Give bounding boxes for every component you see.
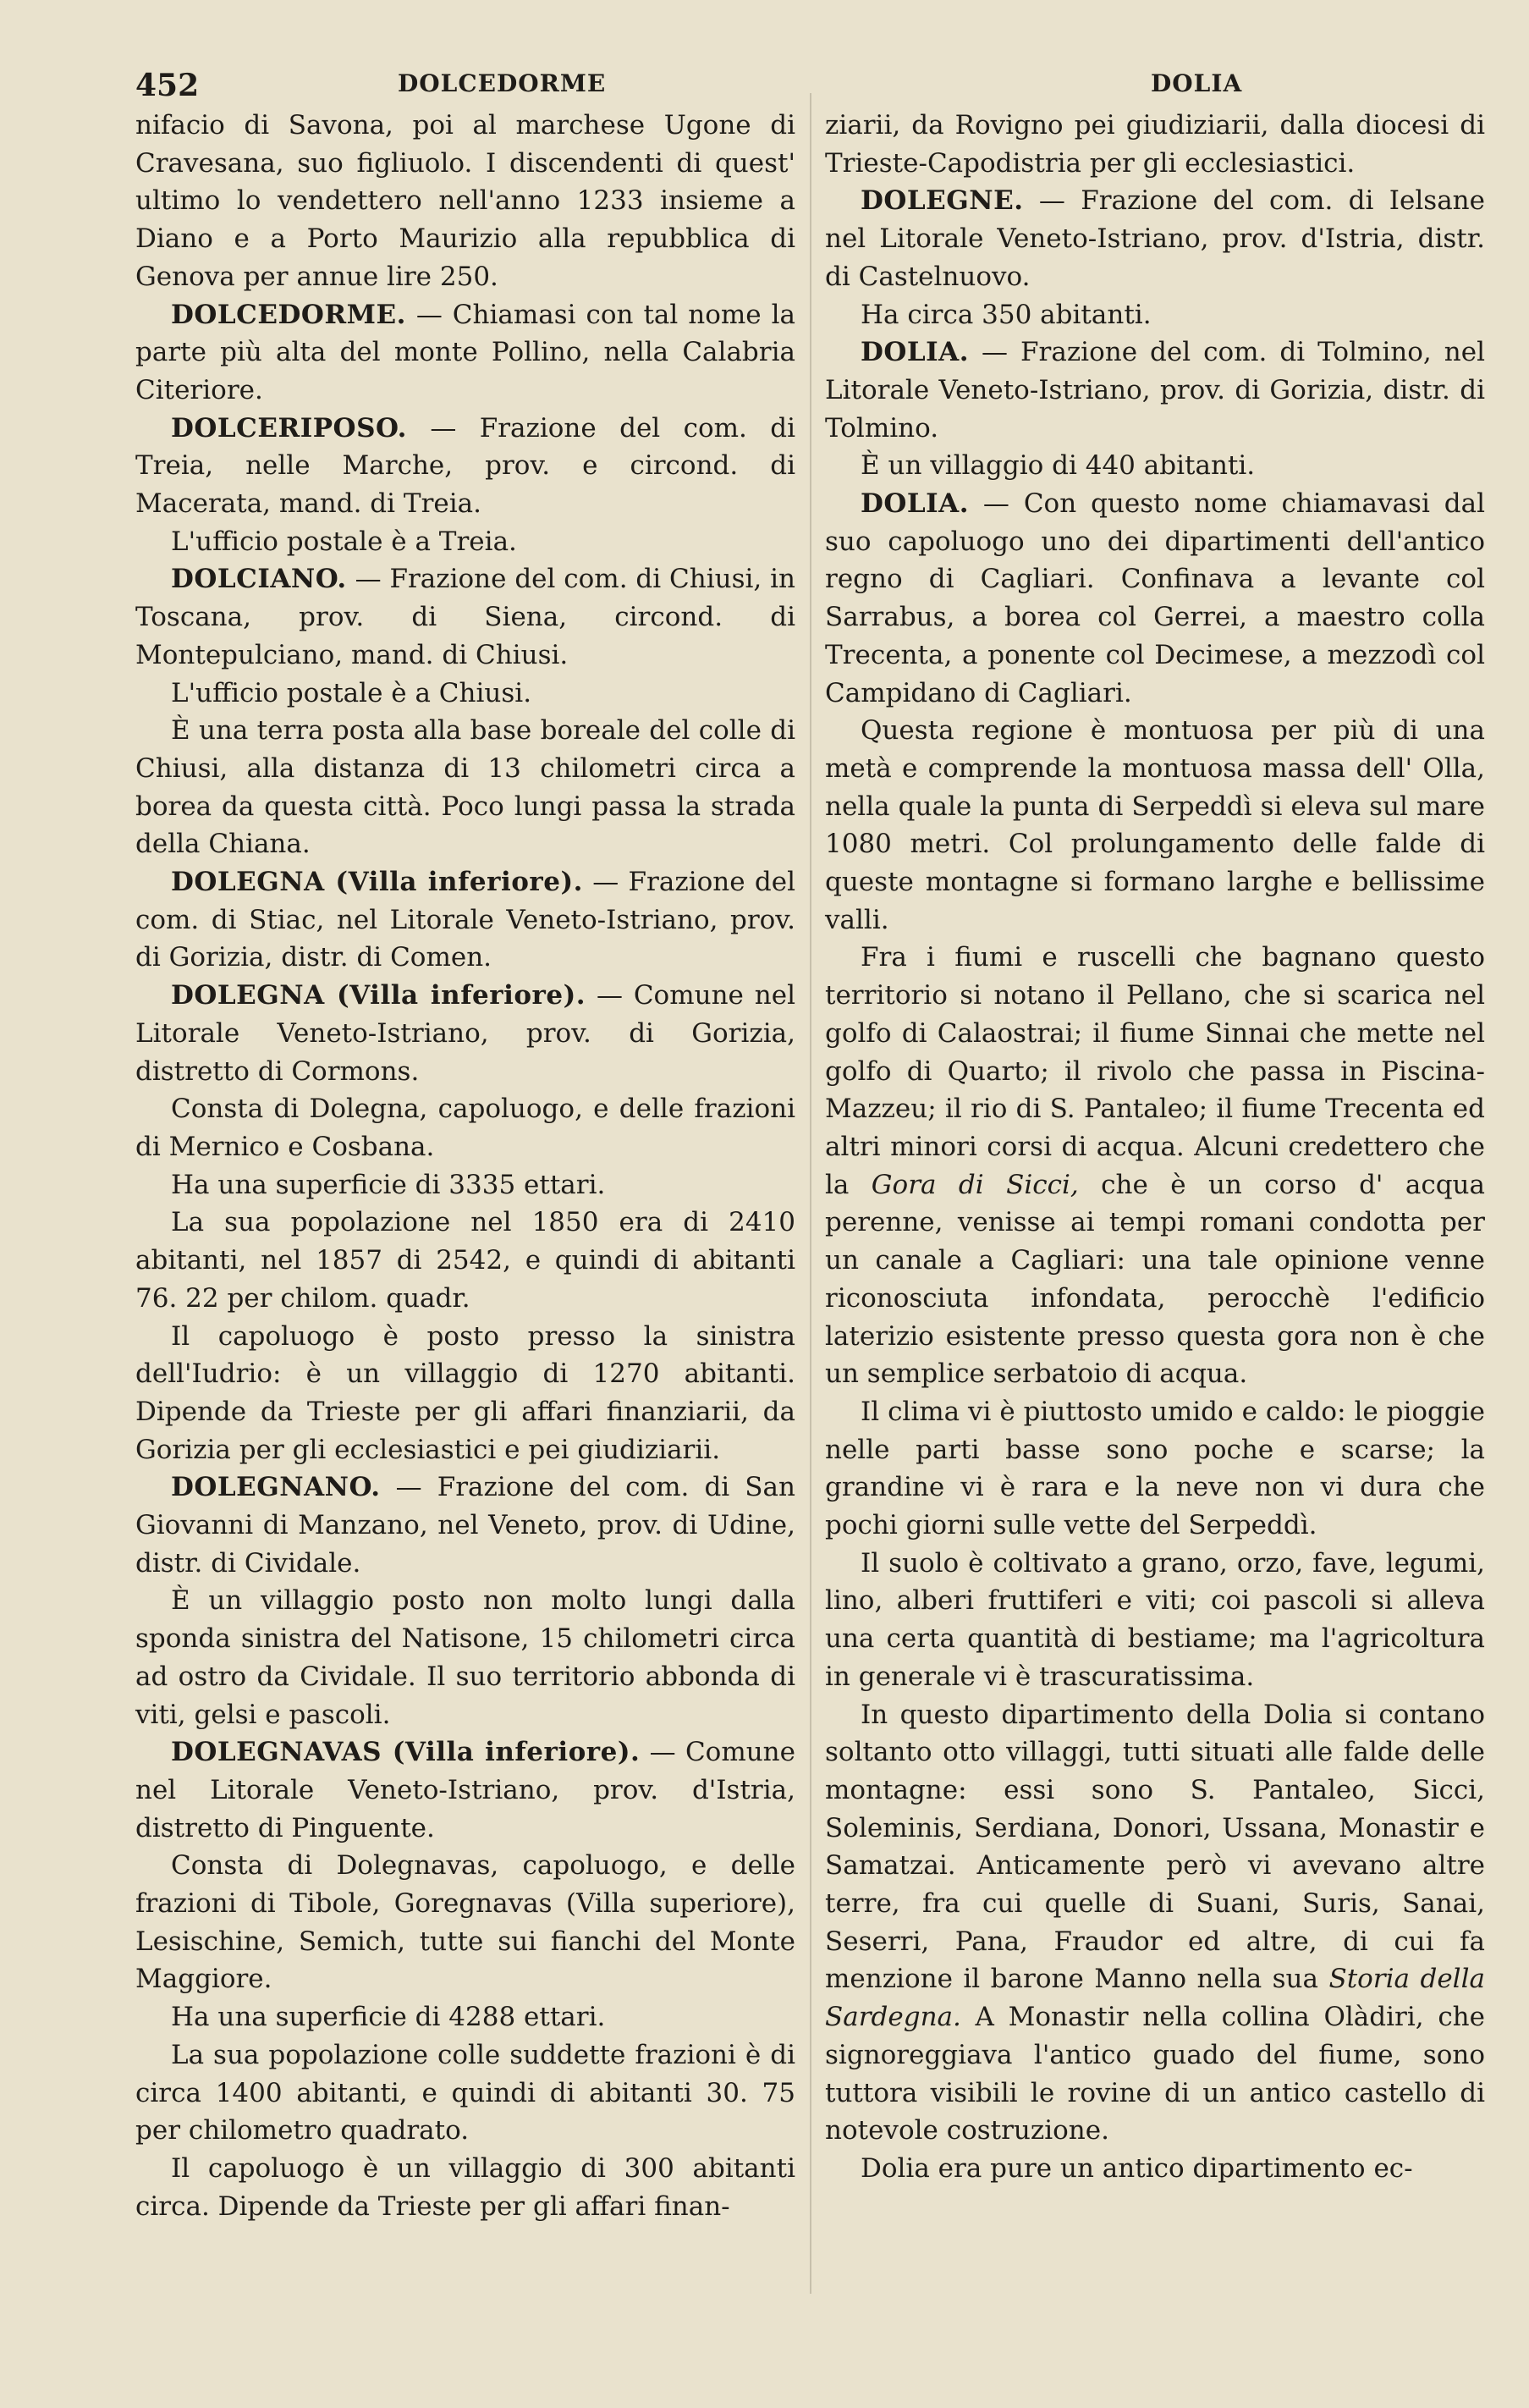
dictionary-entry (135, 1733, 795, 1847)
entry-text: Il capoluogo è posto presso la sinistra dell'Iudrio: è un villaggio di 1270 abitanti. Dipende da Trieste per gli affari finanziarii, da Gorizia per gli ecclesiastici e pei giudiziarii. (135, 1320, 795, 1465)
entry-text: Consta di Dolegna, capoluogo, e delle frazioni di Mernico e Cosbana. (135, 1094, 795, 1162)
entry-text: L'ufficio postale è a Treia. (171, 526, 517, 557)
entry-text: La sua popolazione colle suddette frazioni è di circa 1400 abitanti, e quindi di abitanti 30. 75 per chilometro quadrato. (135, 2039, 795, 2146)
entry-text: Ha una superficie di 4288 ettari. (171, 2002, 606, 2033)
entry-paragraph (135, 1847, 795, 1998)
dictionary-entry (825, 182, 1485, 295)
entry-text: Il suolo è coltivato a grano, orzo, fave, legumi, lino, alberi fruttiferi e viti; coi pascoli si alleva una certa quantità di bestiame; ma l'agricoltura in generale vi è trascuratissima. (825, 1547, 1485, 1692)
entry-paragraph (825, 1696, 1485, 2150)
entry-text: È una terra posta alla base boreale del colle di Chiusi, alla distanza di 13 chilometri circa a borea da questa città. Poco lungi passa la strada della Chiana. (135, 715, 795, 860)
entry-text: — Frazione del com. di Treia, nelle Marche, prov. e circond. di Macerata, mand. di Treia. (135, 412, 795, 520)
left-column (135, 107, 795, 2225)
entry-paragraph (825, 1545, 1485, 1696)
entry-paragraph (825, 2150, 1485, 2188)
entry-headword: DOLCIANO. (171, 564, 347, 595)
entry-text: Fra i fiumi e ruscelli che bagnano questo territorio si notano il Pellano, che si scarica nel golfo di Calaostrai; il fiume Sinnai che mette nel golfo di Quarto; il rivolo che passa in Piscina-Mazzeu; il rio di S. Pantaleo; il fiume Trecenta ed altri minori corsi di acqua. Alcuni credettero che la (825, 942, 1485, 1200)
entry-paragraph (135, 712, 795, 863)
entry-paragraph (135, 1204, 795, 1317)
entry-paragraph (135, 1998, 795, 2036)
entry-paragraph (135, 1166, 795, 1204)
entry-headword: DOLIA. (861, 488, 970, 520)
dictionary-entry (135, 560, 795, 674)
entry-text: È un villaggio di 440 abitanti. (861, 450, 1256, 482)
entry-text: Questa regione è montuosa per più di una metà e comprende la montuosa massa dell' Olla, nella quale la punta di Serpeddì si eleva sul mare 1080 metri. Col prolungamento delle falde di queste montagne si formano larghe e bellissime valli. (825, 715, 1485, 935)
dictionary-entry (135, 1468, 795, 1582)
entry-text: — Comune nel Litorale Veneto-Istriano, prov. d'Istria, distretto di Pinguente. (135, 1737, 795, 1843)
entry-text: — Con questo nome chiamavasi dal suo capoluogo uno dei dipartimenti dell'antico regno di Cagliari. Confinava a levante col Sarrabus, a borea col Gerrei, a maestro colla Trecenta, a ponente col Decimese, a mezzodì col Campidano di Cagliari. (825, 488, 1485, 708)
entry-text: Ha una superficie di 3335 ettari. (171, 1169, 606, 1200)
entry-paragraph (135, 1090, 795, 1165)
dictionary-entry (825, 333, 1485, 447)
dictionary-entry (135, 863, 795, 977)
entry-paragraph (135, 2036, 795, 2150)
entry-headword: DOLEGNA (Villa inferiore). (171, 980, 586, 1011)
entry-text: — Frazione del com. di Chiusi, in Toscana, prov. di Siena, circond. di Montepulciano, mand. di Chiusi. (135, 564, 796, 670)
entry-text-continued: che è un corso d' acqua perenne, venisse ai tempi romani condotta per un canale a Cagliari: una tale opinione venne riconosciuta infondata, perocchè l'edificio laterizio esistente presso questa gora non è che un semplice serbatoio di acqua. (825, 1169, 1485, 1390)
entry-text-continued: A Monastir nella collina Olàdiri, che signoreggiava l'antico guado del fiume, sono tuttora visibili le rovine di un antico castello di notevole costruzione. (825, 2002, 1485, 2146)
entry-text: — Frazione del com. di Stiac, nel Litorale Veneto-Istriano, prov. di Gorizia, distr. di Comen. (135, 867, 795, 973)
entry-headword: DOLEGNA (Villa inferiore). (171, 867, 583, 898)
dictionary-entry (135, 410, 795, 523)
entry-paragraph (825, 1393, 1485, 1545)
right-running-head: DOLIA (1151, 69, 1243, 97)
entry-paragraph (825, 107, 1485, 182)
column-divider (810, 93, 811, 2294)
entry-headword: DOLCERIPOSO. (171, 412, 407, 444)
entry-text: Il capoluogo è un villaggio di 300 abitanti circa. Dipende da Trieste per gli affari finan- (135, 2152, 795, 2222)
entry-paragraph (825, 939, 1485, 1392)
entry-paragraph (135, 523, 795, 561)
entry-text: nifacio di Savona, poi al marchese Ugone di Cravesana, suo figliuolo. I discendenti di quest' ultimo lo vendettero nell'anno 1233 insieme a Diano e a Porto Maurizio alla repubblica di Genova per annue lire 250. (135, 110, 795, 292)
entry-paragraph (135, 2150, 795, 2225)
entry-text: L'ufficio postale è a Chiusi. (171, 677, 532, 708)
dictionary-entry (135, 977, 795, 1090)
entry-text: — Frazione del com. di San Giovanni di Manzano, nel Veneto, prov. di Udine, distr. di Cividale. (135, 1472, 795, 1579)
entry-italic-text: Gora di Sicci, (871, 1169, 1079, 1200)
entry-text: Consta di Dolegnavas, capoluogo, e delle frazioni di Tibole, Goregnavas (Villa superiore), Lesischine, Semich, tutte sui fianchi del Monte Maggiore. (135, 1850, 795, 1995)
dictionary-entry (135, 296, 795, 410)
page-number: 452 (135, 68, 200, 103)
right-column (825, 107, 1485, 2188)
entry-paragraph (135, 675, 795, 713)
entry-text: Ha circa 350 abitanti. (861, 299, 1152, 330)
entry-text: — Frazione del com. di Ielsane nel Litorale Veneto-Istriano, prov. d'Istria, distr. di Castelnuovo. (825, 185, 1485, 292)
entry-headword: DOLEGNE. (861, 185, 1024, 217)
entry-paragraph (135, 107, 795, 296)
entry-headword: DOLIA. (861, 337, 970, 368)
entry-paragraph (135, 1318, 795, 1469)
entry-text: La sua popolazione nel 1850 era di 2410 abitanti, nel 1857 di 2542, e quindi di abitanti 76. 22 per chilom. quadr. (135, 1207, 795, 1314)
entry-paragraph (135, 1582, 795, 1733)
entry-text: Dolia era pure un antico dipartimento ec- (861, 2152, 1413, 2184)
entry-text: — Comune nel Litorale Veneto-Istriano, prov. di Gorizia, distretto di Cormons. (135, 980, 795, 1087)
entry-text: È un villaggio posto non molto lungi dalla sponda sinistra del Natisone, 15 chilometri circa ad ostro da Cividale. Il suo territorio abbonda di viti, gelsi e pascoli. (135, 1585, 795, 1730)
entry-text: ziarii, da Rovigno pei giudiziarii, dalla diocesi di Trieste-Capodistria per gli ecclesiastici. (825, 110, 1485, 179)
entry-italic-text: Storia della Sardegna. (825, 1964, 1485, 2033)
entry-paragraph (825, 296, 1485, 334)
entry-text: — Chiamasi con tal nome la parte più alta del monte Pollino, nella Calabria Citeriore. (135, 299, 795, 405)
entry-paragraph (825, 447, 1485, 485)
entry-text: In questo dipartimento della Dolia si contano soltanto otto villaggi, tutti situati alle falde delle montagne: essi sono S. Pantaleo, Sicci, Soleminis, Serdiana, Donori, Ussana, Monastir e Samatzai. Anticamente però vi avevano altre terre, fra cui quelle di Suani, Suris, Sanai, Seserri, Pana, Fraudor ed altre, di cui fa menzione il barone Manno nella sua (825, 1699, 1485, 1995)
entry-headword: DOLEGNANO. (171, 1472, 381, 1503)
left-running-head: DOLCEDORME (398, 69, 607, 97)
entry-text: — Frazione del com. di Tolmino, nel Litorale Veneto-Istriano, prov. di Gorizia, distr. di Tolmino. (825, 337, 1485, 444)
entry-headword: DOLEGNAVAS (Villa inferiore). (171, 1737, 641, 1768)
entry-text: Il clima vi è piuttosto umido e caldo: le pioggie nelle parti basse sono poche e scarse; la grandine vi è rara e la neve non vi dura che pochi giorni sulle vette del Serpeddì. (825, 1396, 1485, 1541)
dictionary-entry (825, 485, 1485, 712)
entry-headword: DOLCEDORME. (171, 299, 406, 330)
entry-paragraph (825, 712, 1485, 939)
